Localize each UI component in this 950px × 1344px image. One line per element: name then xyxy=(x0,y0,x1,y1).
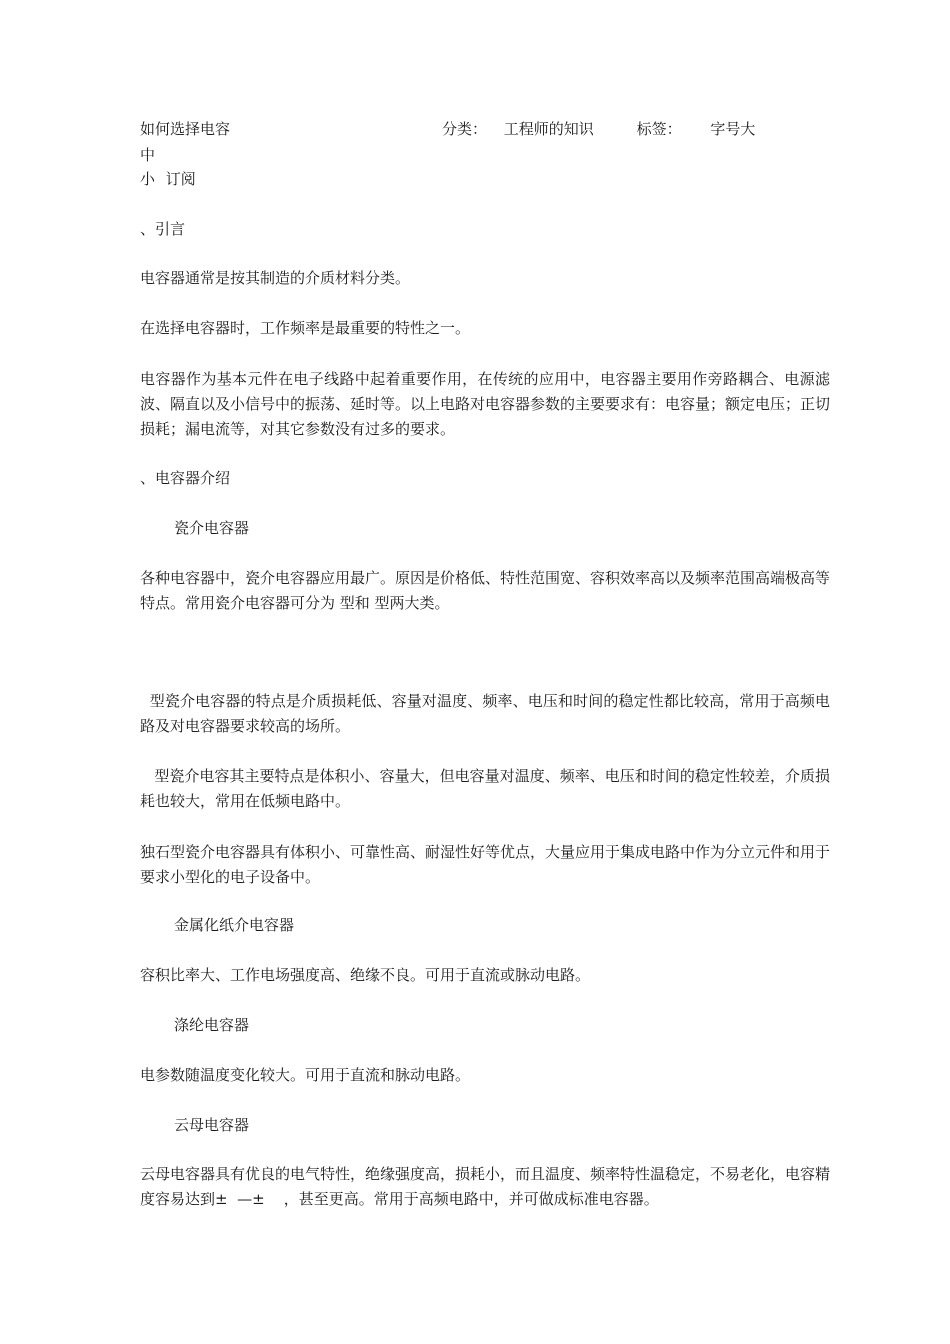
subheading-mica: 云母电容器 xyxy=(174,1116,250,1134)
paragraph: 各种电容器中，瓷介电容器应用最广。原因是价格低、特性范围宽、容积效率高以及频率范围高端极高等特点。常用瓷介电容器可分为 型和 型两大类。 xyxy=(140,569,831,612)
paragraph: 独石型瓷介电容器具有体积小、可靠性高、耐湿性好等优点，大量应用于集成电路中作为分立元件和用于要求小型化的电子设备中。 xyxy=(140,843,831,886)
subheading-polyester: 涤纶电容器 xyxy=(174,1016,250,1034)
font-size-large-link[interactable]: 字号大 xyxy=(710,120,756,138)
section-heading-capacitor-intro: 、电容器介绍 xyxy=(140,469,231,487)
category-label: 分类： xyxy=(442,120,488,138)
section-heading-intro: 、引言 xyxy=(140,220,186,238)
paragraph: 电容器作为基本元件在电子线路中起着重要作用，在传统的应用中，电容器主要用作旁路耦合、电源滤波、隔直以及小信号中的振荡、延时等。以上电路对电容器参数的主要要求有：电容量；额定电压；正切损耗；漏电流等，对其它参数没有过多的要求。 xyxy=(140,370,831,438)
meta-category-row xyxy=(442,119,755,139)
meta-row-small-subscribe xyxy=(140,169,196,189)
paragraph: 电参数随温度变化较大。可用于直流和脉动电路。 xyxy=(140,1066,471,1084)
category-link[interactable]: 工程师的知识 xyxy=(503,120,594,138)
font-size-small-link[interactable]: 小 xyxy=(140,170,156,188)
paragraph: 云母电容器具有优良的电气特性，绝缘强度高，损耗小，而且温度、频率特性温稳定，不易老化，电容精度容易达到± —± ，甚至更高。常用于高频电路中，并可做成标准电容器。 xyxy=(140,1165,831,1208)
font-size-medium-link[interactable]: 中 xyxy=(140,146,156,164)
paragraph: 容积比率大、工作电场强度高、绝缘不良。可用于直流或脉动电路。 xyxy=(140,966,591,984)
paragraph: 型瓷介电容其主要特点是体积小、容量大，但电容量对温度、频率、电压和时间的稳定性较差，介质损耗也较大，常用在低频电路中。 xyxy=(140,767,830,810)
tags-label: 标签： xyxy=(636,120,682,138)
subheading-metallized-paper: 金属化纸介电容器 xyxy=(174,916,295,934)
subheading-ceramic: 瓷介电容器 xyxy=(174,519,250,537)
document-title: 如何选择电容 xyxy=(140,120,231,138)
paragraph: 电容器通常是按其制造的介质材料分类。 xyxy=(140,269,411,287)
paragraph: 在选择电容器时，工作频率是最重要的特性之一。 xyxy=(140,319,471,337)
paragraph: 型瓷介电容器的特点是介质损耗低、容量对温度、频率、电压和时间的稳定性都比较高，常用于高频电路及对电容器要求较高的场所。 xyxy=(140,692,830,735)
subscribe-link[interactable]: 订阅 xyxy=(165,170,196,188)
